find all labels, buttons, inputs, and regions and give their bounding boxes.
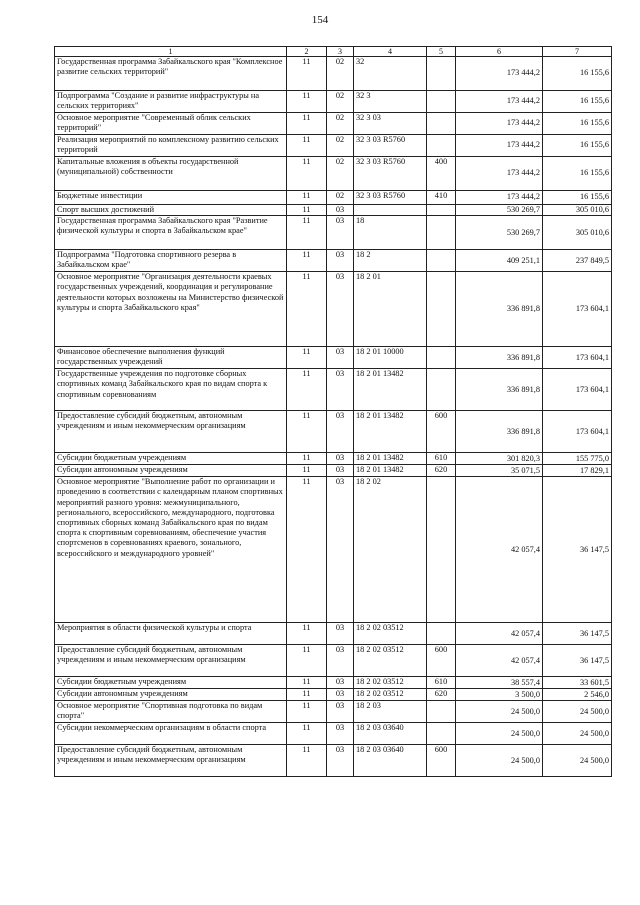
row-sum-1-cell: 42 057,4 xyxy=(456,477,543,623)
table-row xyxy=(55,216,612,250)
table-row xyxy=(55,689,612,701)
table-row xyxy=(55,677,612,689)
table-row xyxy=(55,113,612,135)
row-sum-2-cell: 16 155,6 xyxy=(543,91,612,113)
row-sum-1-cell: 336 891,8 xyxy=(456,347,543,369)
row-expense-type-cell: 610 xyxy=(427,453,456,465)
row-sum-1-cell: 173 444,2 xyxy=(456,157,543,191)
table-row xyxy=(55,91,612,113)
row-name-cell: Основное мероприятие "Современный облик сельских территорий" xyxy=(55,113,287,135)
row-subsection-cell: 02 xyxy=(327,91,354,113)
row-section-cell: 11 xyxy=(287,723,327,745)
header-row xyxy=(55,47,612,57)
header-cell: 1 xyxy=(55,47,287,57)
row-subsection-cell: 02 xyxy=(327,57,354,91)
table-row xyxy=(55,477,612,623)
row-sum-2-cell: 237 849,5 xyxy=(543,250,612,272)
row-name-cell: Капитальные вложения в объекты государственной (муниципальной) собственности xyxy=(55,157,287,191)
table-row xyxy=(55,623,612,645)
row-subsection-cell: 03 xyxy=(327,205,354,216)
row-sum-1-cell: 409 251,1 xyxy=(456,250,543,272)
table-row xyxy=(55,272,612,347)
row-target-article-cell: 18 2 xyxy=(354,250,427,272)
row-section-cell: 11 xyxy=(287,347,327,369)
row-subsection-cell: 03 xyxy=(327,369,354,411)
header-cell: 5 xyxy=(427,47,456,57)
header-cell: 7 xyxy=(543,47,612,57)
row-subsection-cell: 03 xyxy=(327,623,354,645)
table-row xyxy=(55,135,612,157)
row-name-cell: Мероприятия в области физической культуры и спорта xyxy=(55,623,287,645)
table-row xyxy=(55,191,612,205)
row-name-cell: Основное мероприятие "Спортивная подготовка по видам спорта" xyxy=(55,701,287,723)
row-section-cell: 11 xyxy=(287,91,327,113)
row-name-cell: Государственные учреждения по подготовке сборных спортивных команд Забайкальского края по видам спорта к спортивным соревнованиям xyxy=(55,369,287,411)
row-sum-1-cell: 336 891,8 xyxy=(456,272,543,347)
row-sum-2-cell: 16 155,6 xyxy=(543,191,612,205)
row-sum-2-cell: 155 775,0 xyxy=(543,453,612,465)
row-target-article-cell: 18 xyxy=(354,216,427,250)
row-expense-type-cell xyxy=(427,347,456,369)
row-sum-2-cell: 305 010,6 xyxy=(543,216,612,250)
row-section-cell: 11 xyxy=(287,411,327,453)
row-subsection-cell: 03 xyxy=(327,745,354,777)
row-expense-type-cell xyxy=(427,91,456,113)
row-sum-2-cell: 305 010,6 xyxy=(543,205,612,216)
row-sum-2-cell: 33 601,5 xyxy=(543,677,612,689)
row-expense-type-cell: 400 xyxy=(427,157,456,191)
row-name-cell: Основное мероприятие "Организация деятельности краевых государственных учреждений, координация и регулирование деятельности которых возложены на Министерство физической культуры и спорта Забайкальского края" xyxy=(55,272,287,347)
row-section-cell: 11 xyxy=(287,623,327,645)
row-name-cell: Предоставление субсидий бюджетным, автономным учреждениям и иным некоммерческим организациям xyxy=(55,411,287,453)
header-cell: 3 xyxy=(327,47,354,57)
row-name-cell: Государственная программа Забайкальского края "Развитие физической культуры и спорта в Забайкальском крае" xyxy=(55,216,287,250)
row-target-article-cell xyxy=(354,205,427,216)
row-expense-type-cell xyxy=(427,369,456,411)
row-expense-type-cell: 620 xyxy=(427,465,456,477)
table-row xyxy=(55,205,612,216)
row-sum-2-cell: 2 546,0 xyxy=(543,689,612,701)
row-expense-type-cell xyxy=(427,272,456,347)
row-section-cell: 11 xyxy=(287,205,327,216)
row-sum-2-cell: 36 147,5 xyxy=(543,477,612,623)
row-sum-1-cell: 173 444,2 xyxy=(456,191,543,205)
table-row xyxy=(55,347,612,369)
row-target-article-cell: 18 2 02 03512 xyxy=(354,677,427,689)
row-expense-type-cell xyxy=(427,57,456,91)
table-row xyxy=(55,645,612,677)
row-section-cell: 11 xyxy=(287,135,327,157)
row-target-article-cell: 32 3 xyxy=(354,91,427,113)
row-subsection-cell: 03 xyxy=(327,411,354,453)
row-sum-1-cell: 42 057,4 xyxy=(456,645,543,677)
row-sum-1-cell: 173 444,2 xyxy=(456,91,543,113)
row-name-cell: Предоставление субсидий бюджетным, автономным учреждениям и иным некоммерческим организациям xyxy=(55,645,287,677)
row-sum-1-cell: 38 557,4 xyxy=(456,677,543,689)
row-target-article-cell: 18 2 01 13482 xyxy=(354,453,427,465)
row-expense-type-cell: 620 xyxy=(427,689,456,701)
table-row xyxy=(55,411,612,453)
row-subsection-cell: 02 xyxy=(327,157,354,191)
row-sum-2-cell: 24 500,0 xyxy=(543,745,612,777)
table-row xyxy=(55,723,612,745)
row-section-cell: 11 xyxy=(287,465,327,477)
row-section-cell: 11 xyxy=(287,272,327,347)
row-target-article-cell: 18 2 03 xyxy=(354,701,427,723)
row-target-article-cell: 18 2 03 03640 xyxy=(354,745,427,777)
row-sum-1-cell: 173 444,2 xyxy=(456,135,543,157)
row-expense-type-cell xyxy=(427,623,456,645)
row-subsection-cell: 03 xyxy=(327,723,354,745)
row-sum-1-cell: 24 500,0 xyxy=(456,723,543,745)
row-target-article-cell: 18 2 03 03640 xyxy=(354,723,427,745)
row-expense-type-cell xyxy=(427,723,456,745)
row-expense-type-cell xyxy=(427,250,456,272)
row-name-cell: Спорт высших достижений xyxy=(55,205,287,216)
row-sum-1-cell: 336 891,8 xyxy=(456,411,543,453)
row-subsection-cell: 03 xyxy=(327,677,354,689)
row-sum-2-cell: 173 604,1 xyxy=(543,347,612,369)
row-expense-type-cell: 600 xyxy=(427,745,456,777)
row-expense-type-cell: 600 xyxy=(427,645,456,677)
table-row xyxy=(55,369,612,411)
table-row xyxy=(55,701,612,723)
row-sum-2-cell: 24 500,0 xyxy=(543,701,612,723)
row-expense-type-cell xyxy=(427,113,456,135)
row-subsection-cell: 03 xyxy=(327,250,354,272)
row-section-cell: 11 xyxy=(287,745,327,777)
row-section-cell: 11 xyxy=(287,477,327,623)
row-section-cell: 11 xyxy=(287,191,327,205)
row-sum-2-cell: 36 147,5 xyxy=(543,645,612,677)
row-expense-type-cell xyxy=(427,135,456,157)
row-name-cell: Государственная программа Забайкальского края "Комплексное развитие сельских территорий" xyxy=(55,57,287,91)
row-subsection-cell: 03 xyxy=(327,645,354,677)
row-sum-1-cell: 24 500,0 xyxy=(456,701,543,723)
row-sum-1-cell: 336 891,8 xyxy=(456,369,543,411)
row-sum-1-cell: 24 500,0 xyxy=(456,745,543,777)
row-sum-2-cell: 16 155,6 xyxy=(543,157,612,191)
row-subsection-cell: 03 xyxy=(327,701,354,723)
row-target-article-cell: 32 3 03 xyxy=(354,113,427,135)
table-row xyxy=(55,465,612,477)
row-sum-1-cell: 173 444,2 xyxy=(456,57,543,91)
row-sum-1-cell: 42 057,4 xyxy=(456,623,543,645)
row-name-cell: Субсидии бюджетным учреждениям xyxy=(55,677,287,689)
row-sum-1-cell: 530 269,7 xyxy=(456,205,543,216)
row-sum-1-cell: 173 444,2 xyxy=(456,113,543,135)
row-sum-2-cell: 173 604,1 xyxy=(543,272,612,347)
table-row xyxy=(55,745,612,777)
table-row xyxy=(55,157,612,191)
row-name-cell: Бюджетные инвестиции xyxy=(55,191,287,205)
header-cell: 6 xyxy=(456,47,543,57)
table-row xyxy=(55,250,612,272)
header-cell: 2 xyxy=(287,47,327,57)
row-subsection-cell: 03 xyxy=(327,453,354,465)
row-name-cell: Субсидии бюджетным учреждениям xyxy=(55,453,287,465)
row-section-cell: 11 xyxy=(287,216,327,250)
row-sum-2-cell: 16 155,6 xyxy=(543,113,612,135)
row-section-cell: 11 xyxy=(287,157,327,191)
row-expense-type-cell: 410 xyxy=(427,191,456,205)
row-section-cell: 11 xyxy=(287,369,327,411)
page-number: 154 xyxy=(311,14,329,26)
row-target-article-cell: 18 2 01 13482 xyxy=(354,465,427,477)
row-expense-type-cell xyxy=(427,477,456,623)
row-section-cell: 11 xyxy=(287,250,327,272)
row-name-cell: Предоставление субсидий бюджетным, автономным учреждениям и иным некоммерческим организациям xyxy=(55,745,287,777)
row-expense-type-cell: 600 xyxy=(427,411,456,453)
row-target-article-cell: 32 3 03 R5760 xyxy=(354,157,427,191)
row-name-cell: Субсидии автономным учреждениям xyxy=(55,689,287,701)
row-subsection-cell: 03 xyxy=(327,272,354,347)
row-subsection-cell: 02 xyxy=(327,113,354,135)
row-expense-type-cell xyxy=(427,205,456,216)
row-subsection-cell: 03 xyxy=(327,216,354,250)
row-sum-1-cell: 301 820,3 xyxy=(456,453,543,465)
row-name-cell: Субсидии некоммерческим организациям в области спорта xyxy=(55,723,287,745)
row-target-article-cell: 32 xyxy=(354,57,427,91)
row-section-cell: 11 xyxy=(287,113,327,135)
row-target-article-cell: 32 3 03 R5760 xyxy=(354,135,427,157)
row-section-cell: 11 xyxy=(287,689,327,701)
row-expense-type-cell: 610 xyxy=(427,677,456,689)
row-name-cell: Основное мероприятие "Выполнение работ по организации и проведению в соответствии с календарным планом спортивных мероприятий разного уровня: межмуниципального, регионального, всероссийского, международного, подготовка спортивных сборных команд Забайкальского края по видам спорта к спортивным соревнованиям, обеспечение участия спортсменов в соревнованиях краевого, зонального, всероссийского и международного уровней" xyxy=(55,477,287,623)
row-section-cell: 11 xyxy=(287,701,327,723)
row-subsection-cell: 03 xyxy=(327,465,354,477)
row-target-article-cell: 18 2 02 03512 xyxy=(354,645,427,677)
row-subsection-cell: 03 xyxy=(327,347,354,369)
row-sum-2-cell: 17 829,1 xyxy=(543,465,612,477)
row-subsection-cell: 03 xyxy=(327,477,354,623)
row-sum-2-cell: 173 604,1 xyxy=(543,411,612,453)
row-name-cell: Подпрограмма "Создание и развитие инфраструктуры на сельских территориях" xyxy=(55,91,287,113)
header-cell: 4 xyxy=(354,47,427,57)
row-target-article-cell: 18 2 01 13482 xyxy=(354,411,427,453)
row-section-cell: 11 xyxy=(287,645,327,677)
row-section-cell: 11 xyxy=(287,453,327,465)
row-sum-2-cell: 16 155,6 xyxy=(543,135,612,157)
row-target-article-cell: 18 2 02 03512 xyxy=(354,623,427,645)
row-expense-type-cell xyxy=(427,701,456,723)
budget-table xyxy=(54,46,612,777)
row-target-article-cell: 18 2 01 xyxy=(354,272,427,347)
row-name-cell: Субсидии автономным учреждениям xyxy=(55,465,287,477)
row-name-cell: Реализация мероприятий по комплексному развитию сельских территорий xyxy=(55,135,287,157)
row-sum-1-cell: 35 071,5 xyxy=(456,465,543,477)
row-sum-1-cell: 3 500,0 xyxy=(456,689,543,701)
row-section-cell: 11 xyxy=(287,57,327,91)
row-target-article-cell: 18 2 01 13482 xyxy=(354,369,427,411)
row-name-cell: Подпрограмма "Подготовка спортивного резерва в Забайкальском крае" xyxy=(55,250,287,272)
row-section-cell: 11 xyxy=(287,677,327,689)
row-target-article-cell: 18 2 02 03512 xyxy=(354,689,427,701)
table-row xyxy=(55,453,612,465)
row-target-article-cell: 18 2 01 10000 xyxy=(354,347,427,369)
row-subsection-cell: 03 xyxy=(327,689,354,701)
row-subsection-cell: 02 xyxy=(327,191,354,205)
row-sum-1-cell: 530 269,7 xyxy=(456,216,543,250)
table-row xyxy=(55,57,612,91)
row-target-article-cell: 18 2 02 xyxy=(354,477,427,623)
row-sum-2-cell: 173 604,1 xyxy=(543,369,612,411)
row-sum-2-cell: 24 500,0 xyxy=(543,723,612,745)
row-target-article-cell: 32 3 03 R5760 xyxy=(354,191,427,205)
row-sum-2-cell: 16 155,6 xyxy=(543,57,612,91)
row-subsection-cell: 02 xyxy=(327,135,354,157)
row-sum-2-cell: 36 147,5 xyxy=(543,623,612,645)
row-name-cell: Финансовое обеспечение выполнения функций государственных учреждений xyxy=(55,347,287,369)
row-expense-type-cell xyxy=(427,216,456,250)
